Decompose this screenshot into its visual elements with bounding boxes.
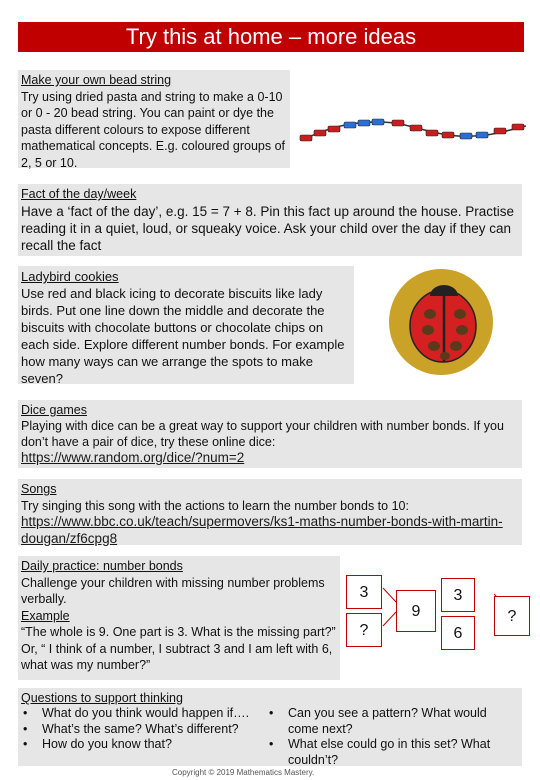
fact-of-the-day-section	[18, 184, 522, 256]
pasta-bead	[328, 126, 340, 132]
pasta-bead	[426, 130, 438, 136]
songs-section	[18, 479, 522, 545]
question-item: • How do you know that?	[20, 737, 282, 753]
bead-string-text: Try using dried pasta and string to make a 0-10 or 0 - 20 bead string. You can paint or dye the pasta different colours to expose different mathematical concepts. E.g. coloured groups of 2, 5 or 10.	[21, 89, 286, 170]
pasta-bead	[314, 130, 326, 136]
ladybird-spot	[450, 341, 462, 351]
daily-heading: Daily practice: number bonds	[21, 559, 183, 573]
copyright-footer: Copyright © 2019 Mathematics Mastery.	[172, 768, 315, 777]
ladybird-spot	[428, 341, 440, 351]
songs-heading: Songs	[21, 482, 57, 496]
questions-left-column	[20, 706, 282, 753]
bead-string-section	[18, 70, 290, 168]
pasta-bead	[476, 132, 488, 138]
ladybird-cookie-image	[388, 268, 494, 376]
pasta-bead	[442, 132, 454, 138]
question-item: • What’s the same? What’s different?	[20, 722, 282, 738]
ladybird-spot	[454, 309, 466, 319]
right-part-bottom-box: 6	[441, 616, 475, 650]
example-label: Example	[21, 608, 70, 623]
pasta-bead	[410, 125, 422, 131]
pasta-bead	[392, 120, 404, 126]
ladybird-spot	[422, 325, 434, 335]
questions-right-column	[266, 706, 520, 768]
questions-heading: Questions to support thinking	[21, 691, 183, 705]
pasta-bead	[372, 119, 384, 125]
example-text: “The whole is 9. One part is 3. What is the missing part?” Or, “ I think of a number, I subtract 3 and I am left with 6, what was my number?”	[21, 625, 336, 672]
left-whole-box: 9	[396, 590, 436, 632]
fact-text: Have a ‘fact of the day’, e.g. 15 = 7 + 8. Pin this fact up around the house. Practise reading it in a quiet, loud, or squeaky voice. Ask your child over the day if they can recall the fact	[21, 204, 515, 253]
bead-string-heading: Make your own bead string	[21, 73, 172, 87]
dice-heading: Dice games	[21, 403, 87, 417]
songs-text: Try singing this song with the actions to learn the number bonds to 10:	[21, 498, 409, 513]
pasta-bead	[358, 120, 370, 126]
questions-section	[18, 688, 522, 766]
daily-practice-section	[18, 556, 340, 680]
page-title: Try this at home – more ideas	[18, 22, 524, 52]
dice-link[interactable]: https://www.random.org/dice/?num=2	[21, 450, 245, 465]
right-part-top-box: 3	[441, 578, 475, 612]
bead-pasta	[300, 119, 524, 141]
question-item: • What do you think would happen if….	[20, 706, 282, 722]
pasta-bead	[494, 128, 506, 134]
ladybird-heading: Ladybird cookies	[21, 269, 119, 284]
dice-text: Playing with dice can be a great way to support your children with number bonds. If you don’t have a pair of dice, try these online dice:	[21, 419, 504, 449]
fact-heading: Fact of the day/week	[21, 187, 137, 201]
songs-link[interactable]: https://www.bbc.co.uk/teach/supermovers/ks1-maths-number-bonds-with-martin-dougan/zf6cpg8	[21, 514, 503, 546]
ladybird-spot	[456, 325, 468, 335]
ladybird-spot	[440, 352, 450, 360]
ladybird-text: Use red and black icing to decorate biscuits like lady birds. Put one line down the middle and decorate the biscuits with chocolate buttons or chocolate chips on each side. Explore different number bonds. For example how many ways can we arrange the spots to make seven?	[21, 286, 345, 386]
question-item: • What else could go in this set? What couldn’t?	[266, 737, 520, 768]
ladybird-cookies-section	[18, 266, 354, 384]
dice-games-section	[18, 400, 522, 468]
bead-string-image	[298, 108, 530, 156]
ladybird-spot	[424, 309, 436, 319]
question-item: • Can you see a pattern? What would come next?	[266, 706, 520, 737]
pasta-bead	[344, 122, 356, 128]
left-part-bottom-box: ?	[346, 613, 382, 647]
left-part-top-box: 3	[346, 575, 382, 609]
pasta-bead	[460, 133, 472, 139]
pasta-bead	[300, 135, 312, 141]
daily-text: Challenge your children with missing number problems verbally.	[21, 575, 325, 606]
pasta-bead	[512, 124, 524, 130]
right-whole-box: ?	[494, 596, 530, 636]
